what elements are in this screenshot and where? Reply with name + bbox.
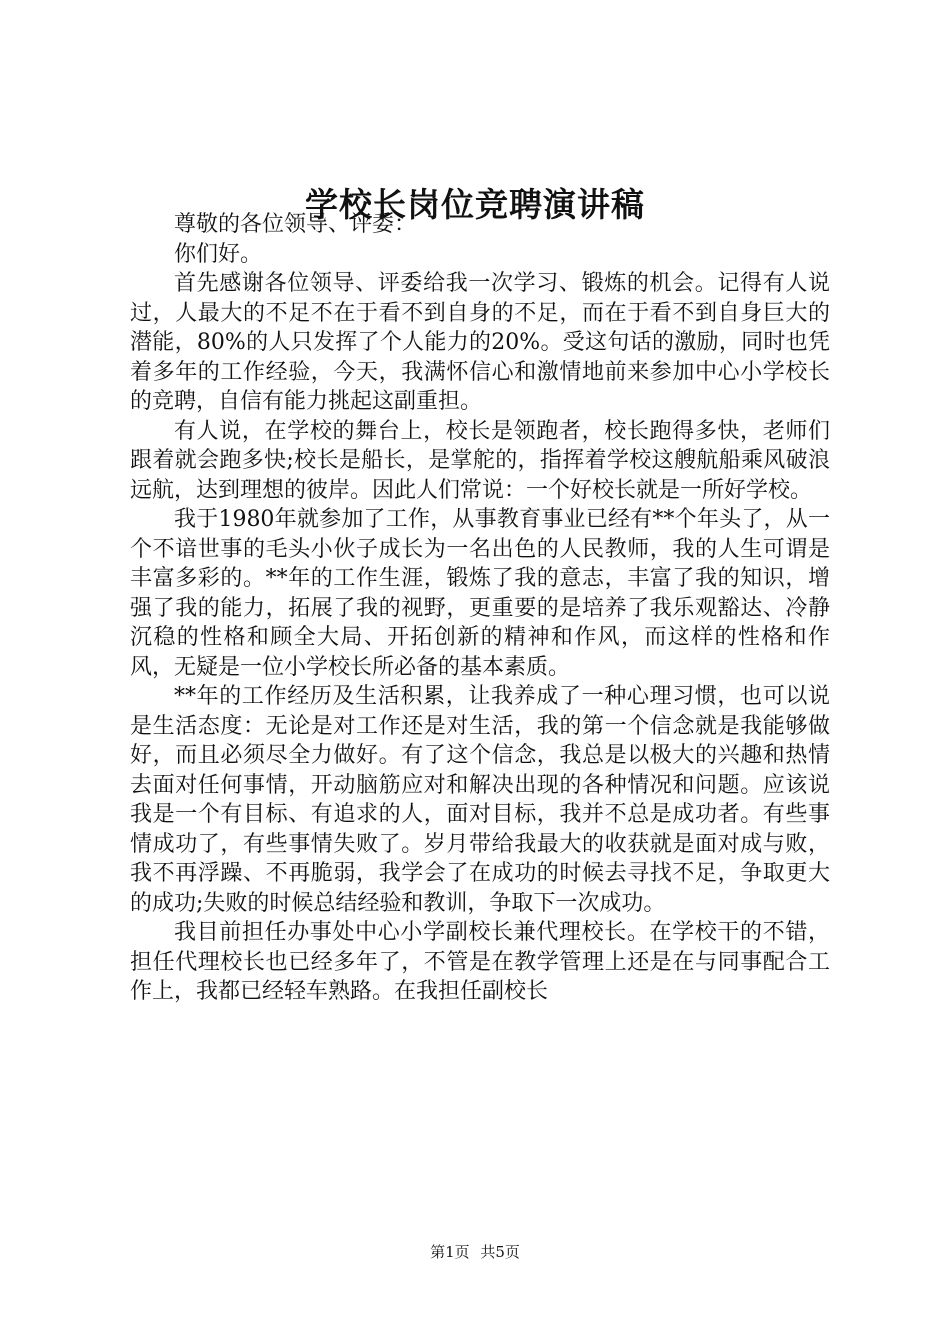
body-paragraph: **年的工作经历及生活积累，让我养成了一种心理习惯，也可以说是生活态度：无论是对工作还是对生活，我的第一个信念就是我能够做好，而且必须尽全力做好。有了这个信念，我总是以极大的兴趣和热情去面对任何事情，开动脑筋应对和解决出现的各种情况和问题。应该说我是一个有目标、有追求的人，面对目标，我并不总是成功者。有些事情成功了，有些事情失败了。岁月带给我最大的收获就是面对成与败，我不再浮躁、不再脆弱，我学会了在成功的时候去寻找不足，争取更大的成功;失败的时候总结经验和教训，争取下一次成功。 [130, 684, 830, 916]
body-paragraph: 我目前担任办事处中心小学副校长兼代理校长。在学校干的不错，担任代理校长也已经多年了，不管是在教学管理上还是在与同事配合工作上，我都已经轻车熟路。在我担任副校长 [130, 920, 830, 1004]
document-body [130, 210, 830, 1007]
body-paragraph: 我于1980年就参加了工作，从事教育事业已经有**个年头了，从一个不谙世事的毛头小伙子成长为一名出色的人民教师，我的人生可谓是丰富多彩的。**年的工作生涯，锻炼了我的意志，丰富了我的知识，增强了我的能力，拓展了我的视野，更重要的是培养了我乐观豁达、冷静沉稳的性格和顾全大局、开拓创新的精神和作风，而这样的性格和作风，无疑是一位小学校长所必备的基本素质。 [130, 507, 830, 680]
page-footer [0, 1242, 950, 1262]
page-number: 第1页 [430, 1243, 470, 1261]
greeting-paragraph: 你们好。 [174, 241, 263, 267]
document-title: 学校长岗位竞聘演讲稿 [305, 185, 645, 224]
salutation-paragraph: 尊敬的各位领导、评委： [174, 212, 417, 237]
body-paragraph: 有人说，在学校的舞台上，校长是领跑者，校长跑得多快，老师们跟着就会跑多快;校长是船长，是掌舵的，指挥着学校这艘航船乘风破浪远航，达到理想的彼岸。因此人们常说：一个好校长就是一所好学校。 [130, 418, 830, 503]
body-paragraph: 首先感谢各位领导、评委给我一次学习、锻炼的机会。记得有人说过，人最大的不足不在于看不到自身的不足，而在于看不到自身巨大的潜能，80%的人只发挥了个人能力的20%。受这句话的激励，同时也凭着多年的工作经验，今天，我满怀信心和激情地前来参加中心小学校长的竞聘，自信有能力挑起这副重担。 [130, 271, 830, 414]
page-total: 共5页 [480, 1243, 520, 1261]
